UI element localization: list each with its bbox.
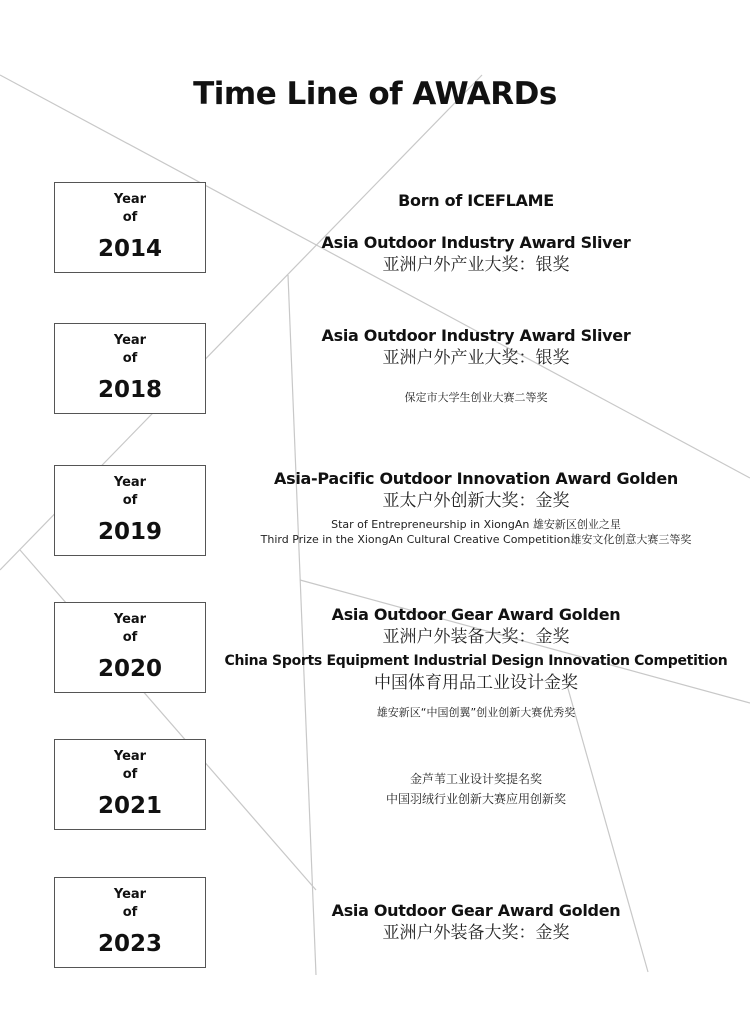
award-2019-extra-1: Star of Entrepreneurship in XiongAn 雄安新区创业之星 — [331, 518, 621, 531]
award-2018-cn: 亚洲户外产业大奖：银奖 — [382, 348, 570, 368]
year-label: Year — [113, 612, 147, 627]
deco-line — [0, 75, 750, 478]
award-2021-line-1: 金芦苇工业设计奖提名奖 — [409, 772, 542, 786]
award-2021-line-2: 中国羽绒行业创新大赛应用创新奖 — [385, 792, 566, 806]
year-number: 2018 — [97, 377, 162, 403]
of-label: of — [122, 493, 138, 508]
year-box-2020 — [54, 602, 206, 693]
award-2019-en: Asia-Pacific Outdoor Innovation Award Golden — [274, 469, 678, 488]
year-number: 2019 — [97, 519, 162, 545]
award-2018-extra: 保定市大学生创业大赛二等奖 — [404, 391, 548, 404]
of-label: of — [122, 905, 138, 920]
award-2020-cn: 亚洲户外装备大奖：金奖 — [382, 627, 570, 647]
year-number: 2023 — [97, 931, 162, 957]
page-title: Time Line of AWARDs — [193, 76, 557, 112]
award-2014-born: Born of ICEFLAME — [398, 191, 554, 210]
year-box-2014 — [54, 182, 206, 273]
year-box-2023 — [54, 877, 206, 968]
award-2019-cn: 亚太户外创新大奖：金奖 — [382, 491, 570, 511]
of-label: of — [122, 210, 138, 225]
award-2020-extra: 雄安新区“中国创翼”创业创新大赛优秀奖 — [376, 706, 576, 719]
award-2023-en: Asia Outdoor Gear Award Golden — [331, 901, 621, 920]
year-box-2018 — [54, 323, 206, 414]
deco-line — [288, 275, 316, 975]
year-box-2019 — [54, 465, 206, 556]
award-2014-en: Asia Outdoor Industry Award Sliver — [321, 233, 631, 252]
award-2019-extra-2: Third Prize in the XiongAn Cultural Creative Competition雄安文化创意大赛三等奖 — [260, 533, 692, 546]
award-2018-en: Asia Outdoor Industry Award Sliver — [321, 326, 631, 345]
year-label: Year — [113, 192, 147, 207]
year-number: 2014 — [97, 236, 162, 262]
year-label: Year — [113, 475, 147, 490]
of-label: of — [122, 767, 138, 782]
award-2023-cn: 亚洲户外装备大奖：金奖 — [382, 923, 570, 943]
award-2014-cn: 亚洲户外产业大奖：银奖 — [382, 255, 570, 275]
of-label: of — [122, 351, 138, 366]
of-label: of — [122, 630, 138, 645]
year-box-2021 — [54, 739, 206, 830]
year-label: Year — [113, 749, 147, 764]
year-number: 2020 — [97, 656, 162, 682]
year-label: Year — [113, 333, 147, 348]
award-2020-en: Asia Outdoor Gear Award Golden — [331, 605, 621, 624]
award-2020-en-2: China Sports Equipment Industrial Design Innovation Competition — [224, 653, 728, 669]
award-2020-cn-2: 中国体育用品工业设计金奖 — [374, 673, 578, 693]
year-label: Year — [113, 887, 147, 902]
year-number: 2021 — [97, 793, 162, 819]
